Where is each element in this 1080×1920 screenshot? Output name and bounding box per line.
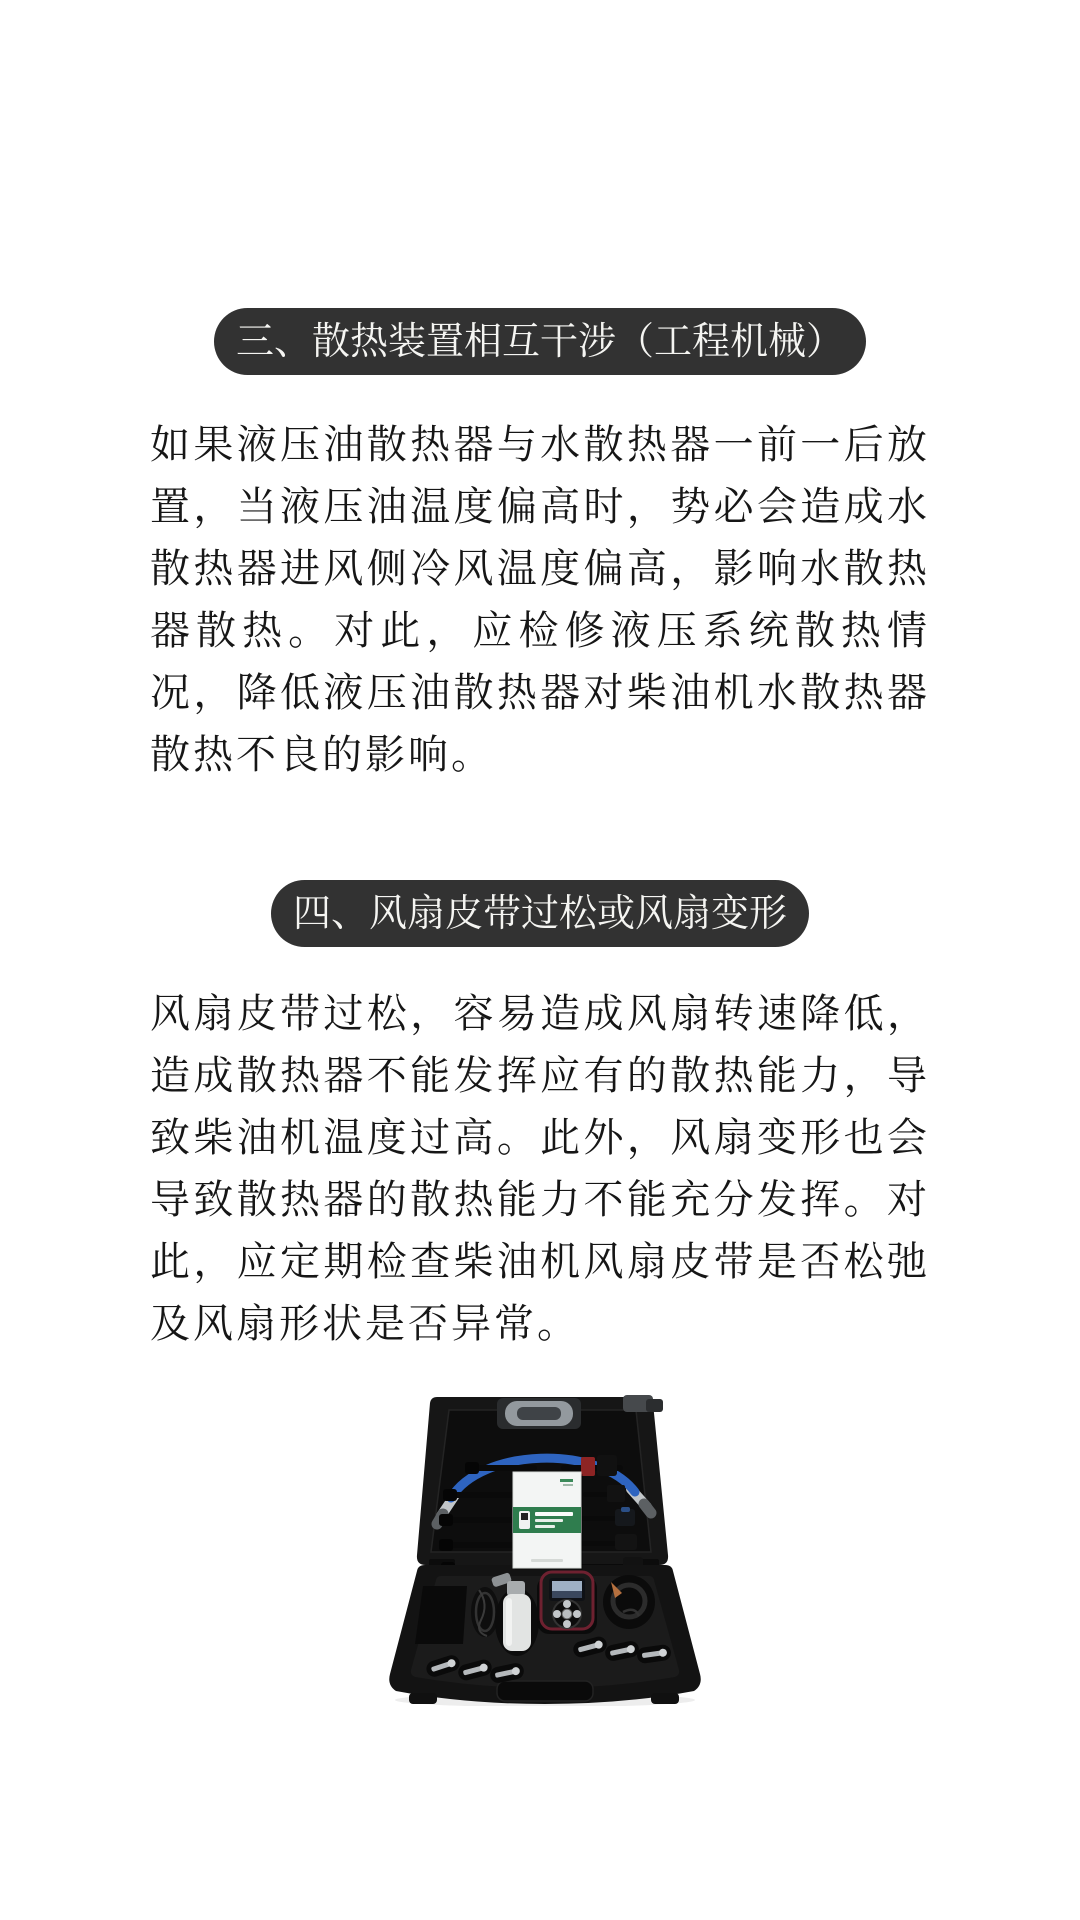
handheld-tester-device: [537, 1572, 597, 1634]
section-heading-4: 四、风扇皮带过松或风扇变形: [271, 880, 809, 947]
tester-kit-photo[interactable]: [385, 1394, 705, 1706]
section-heading-3: 三、散热装置相互干涉（工程机械）: [214, 308, 866, 375]
case-latch: [623, 1395, 663, 1412]
case-handle: [497, 1398, 581, 1429]
manual-booklet: [513, 1472, 583, 1570]
section-paragraph-4: 风扇皮带过松，容易造成风扇转速降低，造成散热器不能发挥应有的散热能力，导致柴油机温度过高。此外，风扇变形也会导致散热器的散热能力不能充分发挥。对此，应定期检查柴油机风扇皮带是否松弛及风扇形状是否异常。: [150, 992, 930, 1346]
tray-empty-slot: [415, 1586, 467, 1644]
coiled-cable-right: [603, 1575, 655, 1629]
coiled-cable-left: [471, 1587, 499, 1637]
section-paragraph-3: 如果液压油散热器与水散热器一前一后放置，当液压油温度偏高时，势必会造成水散热器进风侧冷风温度偏高，影响水散热器散热。对此，应检修液压系统散热情况，降低液压油散热器对柴油机水散热器散热不良的影响。: [150, 423, 930, 777]
